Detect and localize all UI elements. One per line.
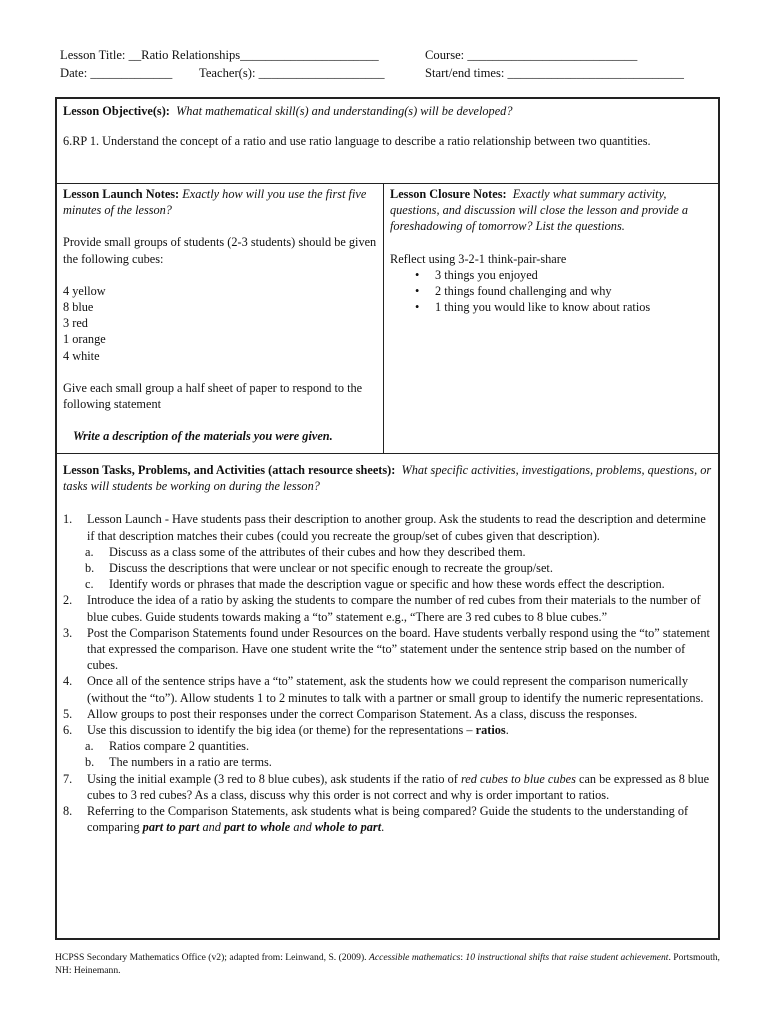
subtask-item: b. Discuss the descriptions that were unclear or not specific enough to recreate the group/set. xyxy=(85,561,553,576)
citation-footer: HCPSS Secondary Mathematics Office (v2); adapted from: Leinwand, S. (2009). Accessible mathematics: 10 instructional shifts that raise student achievement. Portsmouth, NH: Heinemann. xyxy=(55,952,720,976)
cube-item: 4 white xyxy=(63,348,100,363)
closure-prompt: Exactly what summary activity, questions, and discussion will close the lesson and provide a foreshadowing of tomorrow? List the questions. xyxy=(390,187,689,234)
task-item: 2. Introduce the idea of a ratio by asking the students to compare the number of red cubes from their materials to the number of blue cubes. Guide students towards making a “to” statement e.g., “There are 3 red cubes to 8 blue cubes.” xyxy=(63,593,701,624)
closure-label: Lesson Closure Notes: xyxy=(390,187,507,201)
teacher-field: Teacher(s): ____________________ xyxy=(199,66,385,80)
launch-statement: Write a description of the materials you were given. xyxy=(73,429,333,444)
tasks-section xyxy=(57,454,718,938)
closure-notes xyxy=(384,184,718,453)
task-item: 1. Lesson Launch - Have students pass their description to another group. Ask the students to read the description and determine if that description matches their cubes (could you recreate the group/set of cubes given that description). a. Discuss as a class some of the attributes of their cubes and how they described them. b. Discuss the descriptions that were unclear or not specific enough to recreate the group/set. c. Identify words or phrases that made the description vague or specific and how these words effect the description. xyxy=(63,511,712,592)
cube-item: 1 orange xyxy=(63,332,106,347)
objective-section xyxy=(57,99,718,184)
closure-item: • 2 things found challenging and why xyxy=(390,283,712,299)
objective-text: 6.RP 1. Understand the concept of a ratio and use ratio language to describe a ratio relationship between two quantities. xyxy=(63,134,651,149)
task-item: 3. Post the Comparison Statements found under Resources on the board. Have students verbally respond using the “to” statement that expressed the comparison. Have one student write the “to” statement under the sentence strip based on the number of cubes. xyxy=(63,625,710,673)
subtask-item: c. Identify words or phrases that made the description vague or specific and how these words effect the description. xyxy=(85,577,665,592)
date-field: Date: _____________ xyxy=(60,66,173,80)
subtask-item: a. Ratios compare 2 quantities. xyxy=(85,739,250,754)
cube-item: 3 red xyxy=(63,316,88,331)
task-sublist xyxy=(63,544,712,593)
course-field: Course: ___________________________ xyxy=(425,48,638,62)
launch-prompt: Exactly how will you use the first five minutes of the lesson? xyxy=(63,187,367,218)
notes-row xyxy=(57,184,718,454)
closure-list xyxy=(390,267,712,316)
objective-label: Lesson Objective(s): xyxy=(63,104,170,118)
lesson-title: Lesson Title: __Ratio Relationships______________________ xyxy=(60,48,379,62)
task-item: 7. Using the initial example (3 red to 8 blue cubes), ask students if the ratio of red cubes to blue cubes can be expressed as 8 blue cubes to 3 red cubes? As a class, discuss why this order is not correct and why is order important to ratios. xyxy=(63,771,710,802)
closure-item: • 1 thing you would like to know about ratios xyxy=(390,299,712,315)
task-item: 5. Allow groups to post their responses under the correct Comparison Statement. As a class, discuss the responses. xyxy=(63,706,638,721)
launch-label: Lesson Launch Notes: xyxy=(63,187,180,201)
subtask-item: b. The numbers in a ratio are terms. xyxy=(85,755,272,770)
task-item: 8. Referring to the Comparison Statements, ask students what is being compared? Guide the students to the understanding of comparing part to part and part to whole and whole to part. xyxy=(63,804,689,835)
objective-prompt: What mathematical skill(s) and understanding(s) will be developed? xyxy=(176,104,513,118)
cube-item: 8 blue xyxy=(63,300,94,315)
launch-notes xyxy=(57,184,384,453)
subtask-item: a. Discuss as a class some of the attributes of their cubes and how they described them. xyxy=(85,544,526,559)
task-item: 6. Use this discussion to identify the big idea (or theme) for the representations – ratios. a. Ratios compare 2 quantities. b. The numbers in a ratio are terms. xyxy=(63,722,712,771)
tasks-prompt: What specific activities, investigations, problems, questions, or tasks will students be working on during the lesson? xyxy=(63,463,712,494)
launch-instructions: Give each small group a half sheet of paper to respond to the following statement xyxy=(63,380,363,412)
closure-item: • 3 things you enjoyed xyxy=(390,267,712,283)
task-sublist xyxy=(63,738,712,770)
tasks-label: Lesson Tasks, Problems, and Activities (attach resource sheets): xyxy=(63,463,396,477)
task-item: 4. Once all of the sentence strips have a “to” statement, ask the students how we could represent the comparison numerically (without the “to”). Allow students 1 to 2 minutes to talk with a partner or small group to identify the numeric representations. xyxy=(63,674,704,705)
tasks-list xyxy=(63,511,712,835)
cube-item: 4 yellow xyxy=(63,283,106,298)
times-field: Start/end times: ____________________________ xyxy=(425,66,684,80)
launch-intro: Provide small groups of students (2-3 students) should be given the following cubes: xyxy=(63,235,377,266)
closure-intro: Reflect using 3-2-1 think-pair-share xyxy=(390,251,567,266)
lesson-plan-table xyxy=(55,97,720,940)
